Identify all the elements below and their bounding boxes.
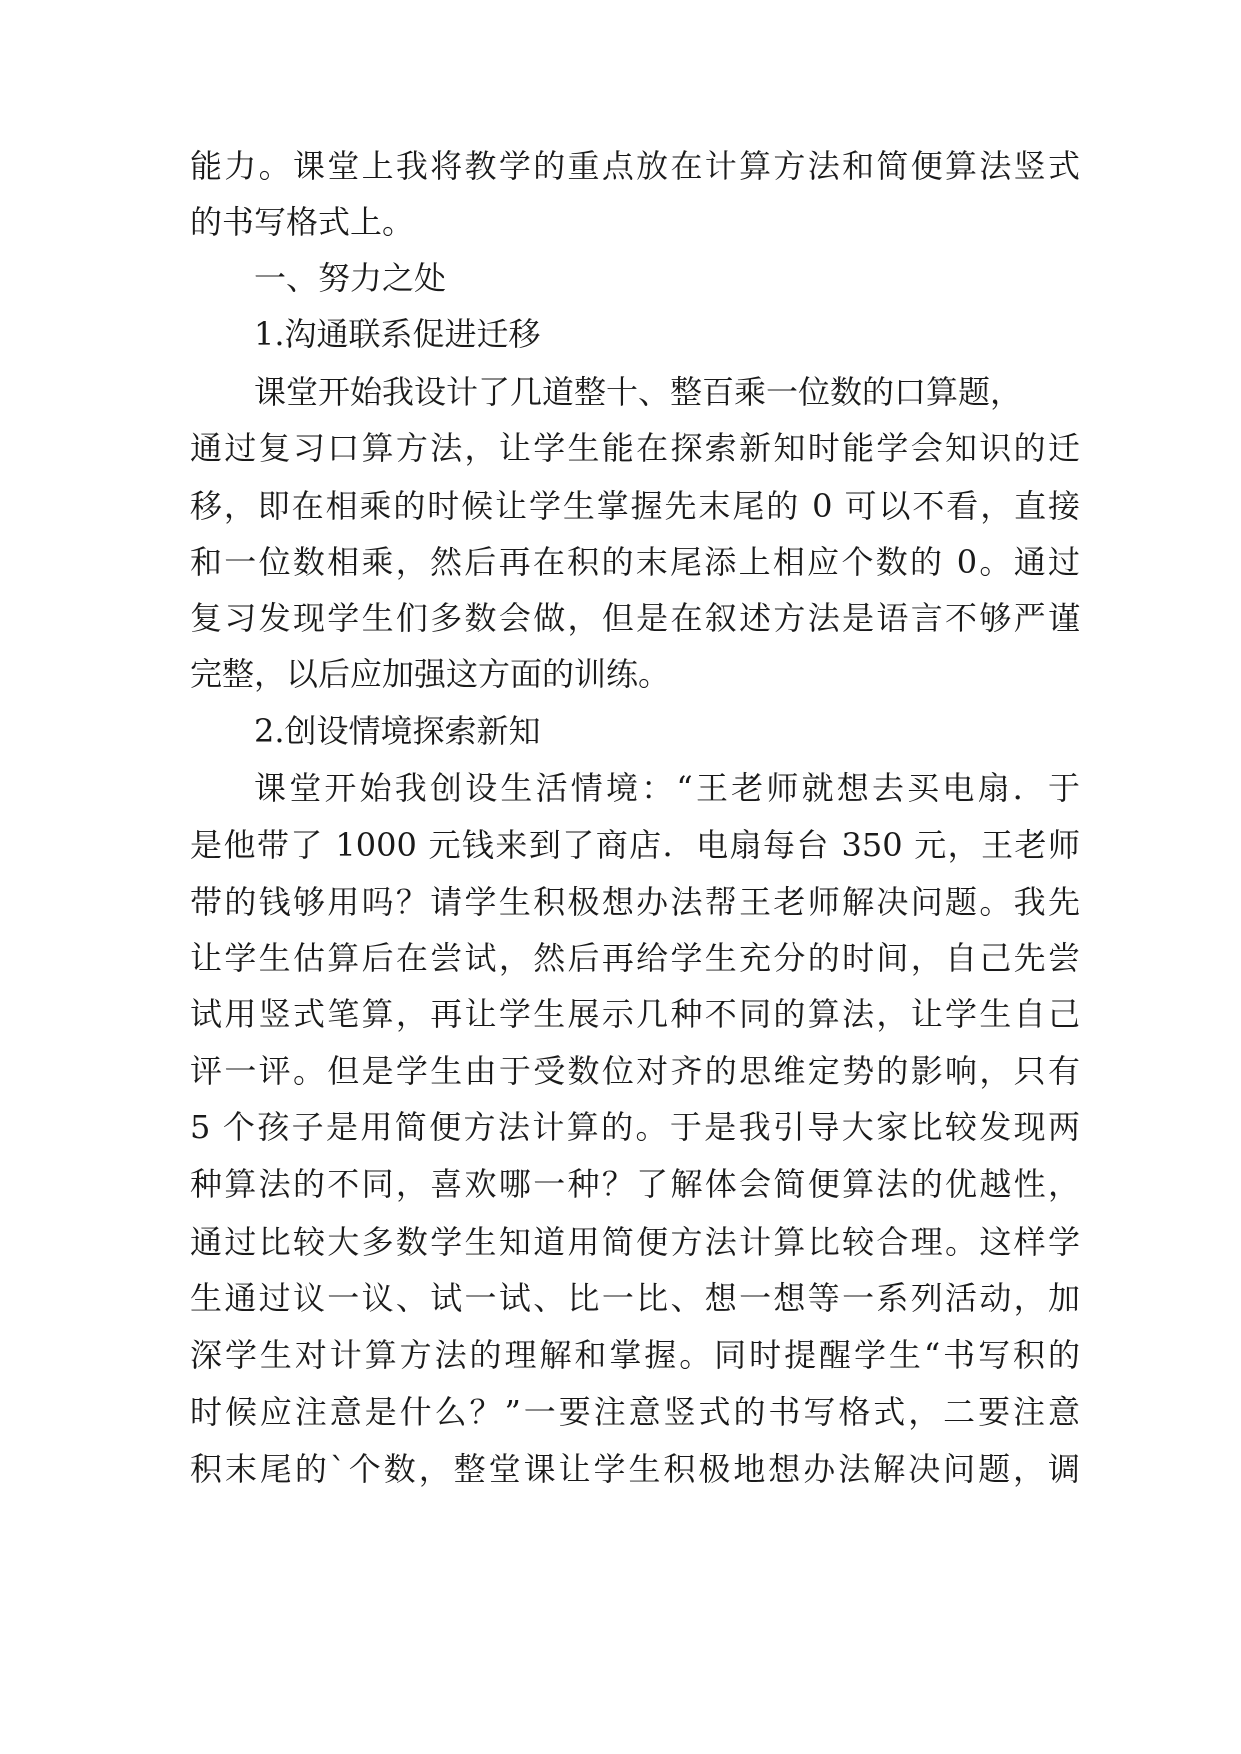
text-line-6: 通过复习口算方法，让学生能在探索新知时能学会知识的迁	[190, 429, 1080, 467]
text-line-9: 复习发现学生们多数会做，但是在叙述方法是语言不够严谨	[190, 599, 1080, 637]
text-line-1: 能力。课堂上我将教学的重点放在计算方法和简便算法竖式	[190, 147, 1080, 185]
text-line-15: 让学生估算后在尝试，然后再给学生充分的时间，自己先尝	[190, 939, 1080, 977]
text-line-18: 5 个孩子是用简便方法计算的。于是我引导大家比较发现两	[190, 1108, 1080, 1146]
text-line-16: 试用竖式笔算，再让学生展示几种不同的算法，让学生自己	[190, 995, 1080, 1033]
subsection-heading-2: 2.创设情境探索新知	[254, 712, 541, 750]
text-line-22: 深学生对计算方法的理解和掌握。同时提醒学生“书写积的	[190, 1336, 1080, 1374]
text-line-10: 完整，以后应加强这方面的训练。	[190, 655, 671, 693]
section-heading: 一、努力之处	[254, 259, 447, 297]
text-line-2: 的书写格式上。	[190, 203, 415, 241]
text-line-24: 积末尾的`个数，整堂课让学生积极地想办法解决问题，调	[190, 1450, 1080, 1488]
text-line-5: 课堂开始我设计了几道整十、整百乘一位数的口算题，	[254, 373, 1023, 411]
text-line-23: 时候应注意是什么？”一要注意竖式的书写格式，二要注意	[190, 1393, 1080, 1431]
subsection-heading-1: 1.沟通联系促进迁移	[254, 315, 541, 353]
text-line-13: 是他带了 1000 元钱来到了商店．电扇每台 350 元，王老师	[190, 826, 1080, 864]
text-line-21: 生通过议一议、试一试、比一比、想一想等一系列活动，加	[190, 1279, 1080, 1317]
text-line-7: 移，即在相乘的时候让学生掌握先末尾的 0 可以不看，直接	[190, 487, 1080, 525]
text-line-20: 通过比较大多数学生知道用简便方法计算比较合理。这样学	[190, 1223, 1080, 1261]
text-line-19: 种算法的不同，喜欢哪一种？了解体会简便算法的优越性，	[190, 1165, 1080, 1203]
text-line-17: 评一评。但是学生由于受数位对齐的思维定势的影响，只有	[190, 1052, 1080, 1090]
text-line-8: 和一位数相乘，然后再在积的末尾添上相应个数的 0。通过	[190, 543, 1080, 581]
text-line-14: 带的钱够用吗？请学生积极想办法帮王老师解决问题。我先	[190, 883, 1080, 921]
text-line-12: 课堂开始我创设生活情境：“王老师就想去买电扇．于	[254, 769, 1080, 807]
